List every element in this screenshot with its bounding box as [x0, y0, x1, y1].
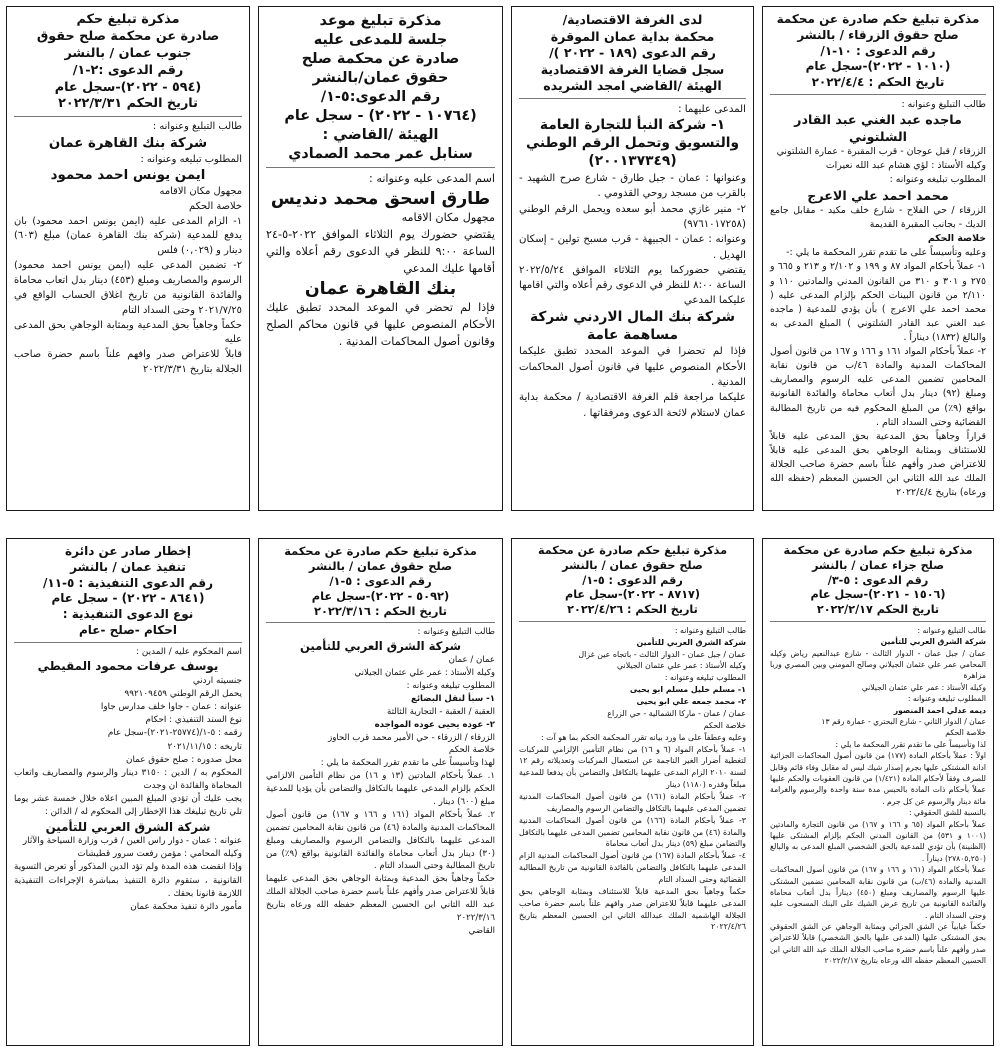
heading-line: صلح حقوق عمان / بالنشر — [562, 558, 703, 572]
notice-heading — [519, 12, 746, 95]
body-paragraph: المطلوب تبليغه وعنوانه : — [889, 174, 986, 186]
heading-line: مذكرة تبليغ حكم صادرة عن محكمة — [537, 544, 728, 557]
body-paragraph: عمان / جبل عمان - الدوار الثالث - باتجاه عين غزال — [578, 649, 746, 659]
body-paragraph: الزرقاء / قبل عوجان - قرب المقبرة - عمارة الشلتوني — [776, 146, 986, 158]
body-paragraph: وكيله الأستاذ : عمر علي عثمان الجيلاني — [861, 682, 986, 692]
body-paragraph: مأمور دائرة تنفيذ محكمة عمان — [130, 902, 242, 913]
body-paragraph: يحمل الرقم الوطني ٩٩٢١٠٩٤٥٩ — [124, 688, 242, 699]
heading-line: مذكرة تبليغ حكم — [76, 12, 180, 27]
body-paragraph: رقمه : ٥-١/(٢٥٧٧٤-٢٠٢١)-سجل عام — [107, 728, 242, 739]
heading-line: رقم الدعوى : ٥-١/ — [582, 573, 683, 587]
heading-line: (٨٧١٧ - ٢٠٢٢)-سجل عام — [565, 588, 700, 602]
body-paragraph: وعنوانها : عمان - جبل طارق - شارع صرح الشهيد - بالقرب من مسجد روحي القدومي . — [519, 173, 746, 200]
body-paragraph: يوسف عرفات محمود المقيطي — [37, 659, 219, 674]
body-paragraph: الزرقاء / الزرقاء - حي الأمير محمد قرب الحاوز — [328, 732, 495, 743]
notice-heading — [14, 544, 242, 639]
body-paragraph: عنوانه : عمان - دوار راس العين / قرب وزارة السياحة والآثار — [22, 836, 242, 847]
body-paragraph: شركة بنك القاهرة عمان — [48, 136, 208, 152]
notice-body — [266, 626, 495, 938]
body-paragraph: اسم المحكوم عليه / المدين : — [136, 646, 242, 657]
body-paragraph: مجهول مكان الاقامه — [401, 211, 495, 225]
heading-line: صلح حقوق عمان / بالنشر — [308, 559, 453, 574]
body-paragraph: فإذا لم تحضرا في الموعد المحدد تطبق عليكما الأحكام المنصوص عليها في قانون أصول المحاكمات المدنية . — [519, 346, 746, 389]
body-paragraph: طالب التبليغ وعنوانه : — [917, 625, 986, 635]
body-paragraph: شركة الشرق العربي للتأمين — [880, 637, 986, 647]
heading-line: رقم الدعوى :٢-١/ — [72, 62, 184, 78]
heading-line: الهيئة /القاضي : — [322, 127, 439, 144]
heading-line: سنابل عمر محمد الصمادي — [288, 146, 473, 163]
body-paragraph: ١- الزام المدعى عليه (ايمن يونس احمد محمود) بان يدفع للمدعية (شركة بنك القاهرة عمان) مبلغ (٦٠٣) دينار و (٠,٠٢٩) فلس — [14, 215, 242, 257]
notice-heading — [14, 12, 242, 113]
body-paragraph: شركة بنك المال الاردني شركة مساهمة عامة — [530, 308, 735, 343]
heading-line: (١٠١٠ - ٢٠٢٢)-سجل عام — [805, 59, 951, 74]
notice-heading — [770, 12, 986, 91]
heading-line: سجل قضايا الغرفة الاقتصادية — [540, 61, 725, 77]
body-paragraph: بنك القاهرة عمان — [304, 278, 457, 299]
heading-line: تاريخ الحكم : ٢٠٢٢/٤/٤ — [811, 75, 945, 90]
heading-line: جلسة للمدعى عليه — [313, 32, 448, 49]
notice-heading — [266, 12, 495, 164]
heading-line: رقم الدعوى:٥-١/ — [320, 89, 441, 106]
body-paragraph: جنسيته اردني — [192, 675, 242, 686]
body-paragraph: ١- سبأ لنقل البضائع — [410, 693, 495, 704]
body-paragraph: المطلوب تبليغه وعنوانه : — [907, 694, 986, 704]
body-paragraph: خلاصة الحكم — [927, 233, 986, 245]
heading-line: رقم الدعوى (١٨٩ - ٢٠٢٢ )/ — [549, 45, 716, 61]
body-paragraph: ماجده عبد الغني عبد القادر الشلتوني — [794, 112, 962, 144]
heading-line: رقم الدعوى : ٥-١/ — [329, 574, 432, 589]
body-paragraph: وإذا انقضت هذه المدة ولم تؤد الدين المذكور أو تعرض التسوية القانونية ، ستقوم دائرة التنفيذ بمباشرة الإجراءات التنفيذية اللازمة قانونا بحقك . — [14, 862, 242, 899]
body-paragraph: المطلوب تبليغه وعنوانه : — [140, 153, 242, 165]
body-paragraph: المطلوب تبليغه وعنوانه : — [664, 673, 746, 683]
notice-heading — [770, 544, 986, 618]
heading-line: (٨٦٤١ - ٢٠٢٢) - سجل عام — [51, 591, 205, 606]
body-paragraph: ٢- عملاً بأحكام المادة (١٦١) من قانون أصول المحاكمات المدنية تضمين المدعى عليهما بالتكافل والتضامن الرسوم والمصاريف — [519, 791, 746, 813]
notice-south-amman-judgment — [6, 6, 250, 511]
body-paragraph: ٤- عملاً بأحكام المادة (١٦٧) من قانون أصول المحاكمات المدنية الزام المدعى عليهما بالتكافل والتضامن بالفائدة القانونية من تاريخ المطالبة القضائية وحتى السداد التام — [519, 851, 746, 884]
body-paragraph: طارق اسحق محمد دنديس — [270, 188, 491, 209]
notice-economic-chamber-hearing — [511, 6, 754, 511]
heading-line: صلح حقوق الزرقاء / بالنشر — [797, 27, 959, 42]
notice-body — [770, 625, 986, 967]
body-paragraph: العقبة / العقبة - التجارية الثالثة — [386, 706, 495, 717]
body-paragraph: المطلوب تبليغه وعنوانه : — [406, 680, 495, 691]
body-paragraph: محل صدوره : صلح حقوق عمان — [126, 754, 242, 765]
body-paragraph: يجب عليك أن تؤدي المبلغ المبين اعلاه خلال خمسة عشر يوما تلي تاريخ تبليغك هذا الإخطار إلى المحكوم له / الدائن : — [14, 794, 242, 818]
body-paragraph: بالنسبة للشق الحقوقي : — [909, 808, 986, 818]
body-paragraph: ديمه عدلي احمد المنصور — [893, 705, 986, 715]
notice-heading — [519, 544, 746, 618]
body-paragraph: حكماً وجاهياً بحق المدعية وبمثابة الوجاهي بحق المدعى عليهما قابلاً للاعتراض صدر وأفهم علناً باسم حضرة صاحب الجلالة الملك عبد الله الثاني ابن الحسين المعظم حفظه الله ورعاه بتاريخ ٢٠٢٢/٣/١٦ — [266, 874, 495, 924]
body-paragraph: عليكما مراجعة قلم الغرفة الاقتصادية / محكمة بداية عمان لاستلام لائحة الدعوى ومرفقاتها . — [519, 392, 746, 419]
heading-line: (١٥٠٦ - ٢٠٢١)-سجل عام — [810, 588, 946, 602]
body-paragraph: عمان / الدوار الثاني - شارع البحتري - عمارة رقم ١٣ — [821, 717, 986, 727]
heading-line: رقم الدعوى التنفيذية : ٥-١١/ — [43, 575, 213, 590]
body-paragraph: الزرقاء / حي الفلاح - شارع خلف مكيد - مقابل جامع الديك - بجانب المقبرة القديمة — [770, 205, 986, 231]
body-paragraph: وعنوانه : عمان - الجبيهة - قرب مسبح تولين - إسكان الهديل . — [519, 234, 746, 261]
heading-line: جنوب عمان / بالنشر — [64, 45, 192, 61]
body-paragraph: عمان / جبل عمان - الدوار الثالث - شارع عبدالنعيم رياض وكيله المحامي عمر علي عثمان الجيلاني وصالح المومني وبين المصري وربا مزاهرة — [770, 648, 986, 681]
heading-line: تاريخ الحكم ٢٠٢٢/٢/١٧ — [816, 603, 940, 617]
heading-line: احكام -صلح -عام — [79, 623, 177, 638]
body-paragraph: طالب التبليغ وعنوانه : — [152, 121, 242, 133]
body-paragraph: وعليه وتأسيساً على ما تقدم تقرر المحكمة ما يلي :- — [786, 247, 986, 259]
heading-line: الهيئة /القاضي امجد الشريده — [543, 78, 722, 94]
body-paragraph: عملاً بأحكام المواد (١٦١ و ١٦٦ و ١٦٧) من قانون أصول المحاكمات المدنية والمادة (٤٦/ب) من قانون نقابة المحامين تضمين المشتكى عليها الرسوم والمصاريف ومبلغ (٤٥٠) ديناراً بدل أتعاب محاماة والفائدة القانونية من تاريخ عرض الشيك على البنك المسحوب عليه وحتى السداد التام . — [770, 865, 986, 920]
heading-line: رقم الدعوى : ٥-٣/ — [827, 573, 929, 587]
body-paragraph: يقتضي حضوركما يوم الثلاثاء الموافق ٢٠٢٢/٥/٢٤ الساعة ٨:٠٠ للنظر في الدعوى رقم أعلاه والتي اقامها عليكما المدعي — [519, 264, 747, 307]
body-paragraph: لهذا وتأسيساً على ما تقدم تقرر المحكمة ما يلي : — [320, 758, 495, 769]
body-paragraph: قراراً وجاهياً بحق المدعية بحق المدعى عليه قابلاً للاستئناف وبمثابة الوجاهي بحق المدعى عليه قابلاً للاعتراض صدر وأفهم علناً باسم حضرة صاحب الجلالة الملك عبد الله الثاني ابن الحسين المعظم (حفظه الله ورعاه) بتاريخ ٢٠٢٢/٤/٤ — [770, 430, 986, 499]
notice-criminal-judgment — [762, 538, 994, 1046]
body-paragraph: عملاً بأحكام المواد (٦٥ و ١٦٦ و ١٦٧) من قانون التجارة والمادتين (١٠٠١ و ٥٣١) من القانون المدني الحكم بإلزام المشتكى عليها (الظنينة) بأن تؤدي للمدعية بالحق الشخصي المبلغ المدعى به والبالغ (٢٧٨٠٥,٢٥٠) ديناراً . — [770, 819, 987, 863]
notice-insurance-judgment-5092 — [258, 538, 503, 1046]
body-paragraph: وكيله المحامي : مؤمن رفعت سرور قطيشات — [77, 849, 242, 860]
notice-body — [266, 171, 495, 351]
body-paragraph: محمد احمد علي الاعرج — [807, 187, 949, 203]
body-paragraph: وكيله الأستاذ : عمر علي عثمان الجيلاني — [354, 668, 495, 679]
notice-hearing-appointment — [258, 6, 503, 511]
body-paragraph: ٢. عملاً بأحكام المواد (١٦١ و ١٦٦ و ١٦٧) من قانون أصول المحاكمات المدنية والمادة (٤٦) من قانون نقابة المحامين تضمين المدعى عليهما بالتكافل والتضامن الرسوم والمصاريف ومبلغ (٣٠) دينار بدل أتعاب محاماة والفائدة القانونية بواقع (٩٪) من تاريخ المطالبة وحتى السداد التام . — [266, 809, 496, 872]
body-paragraph: ٢- عوده يحيى عوده المواجده — [374, 719, 495, 730]
body-paragraph: فإذا لم تحضر في الموعد المحدد تطبق عليك الأحكام المنصوص عليها في قانون محاكم الصلح وقانون أصول المحاكمات المدنية . — [266, 301, 495, 348]
body-paragraph: ١- مسلم خليل مسلم ابو يحيى — [629, 685, 746, 695]
body-paragraph: خلاصة الحكم — [703, 720, 746, 730]
heading-line: تاريخ الحكم ٢٠٢٢/٣/٣١ — [58, 96, 198, 112]
body-paragraph: ١- عملاً بأحكام المواد ٨٧ و ١٩٩ و ٢/١٠٢ و ٢١٣ و ٦٦٥ و ٢٧٥ و ٣٠١ و ٣١٠ من القانون المدني والمادتين ١١٠ و ٢/١١٠ من قانون البينات الحكم بإلزام المدعى عليه ( محمد احمد علي الاعرج ) بأن يؤدي للمدعية ( ماجده عبد الغني عبد القادر الشلتوني ) المبلغ المدعى به والبالغ (١٨٣٢) ديناراً . — [770, 261, 986, 344]
body-paragraph: طالب التبليغ وعنوانه : — [417, 627, 495, 638]
heading-line: (٥٠٩٢ - ٢٠٢٢)-سجل عام — [311, 589, 450, 604]
body-paragraph: عمان / عمان - ماركا الشمالية - حي الزراع — [607, 708, 746, 718]
body-paragraph: حكماً وجاهياً بحق المدعية وبمثابة الوجاهي بحق المدعى عليه — [14, 319, 242, 346]
heading-line: مذكرة تبليغ حكم صادرة عن محكمة — [284, 544, 477, 558]
body-paragraph: وكيله الأستاذ : عمر علي عثمان الجيلاني — [616, 661, 746, 671]
body-paragraph: عنوانه : عمان - جاوا خلف مدارس جاوا — [100, 701, 242, 712]
body-paragraph: شركة الشرق العربي للتأمين — [299, 639, 462, 654]
body-paragraph: خلاصة الحكم — [189, 200, 242, 212]
notice-execution-warning — [6, 538, 250, 1046]
body-paragraph: طالب التبليغ وعنوانه : — [674, 625, 746, 635]
heading-line: رقم الدعوى : ١٠-١/ — [820, 43, 936, 58]
body-paragraph: مجهول مكان الاقامه — [159, 185, 242, 197]
notice-insurance-judgment-8717 — [511, 538, 754, 1046]
heading-line: صادرة عن محكمة صلح — [301, 51, 460, 68]
body-paragraph: نوع السند التنفيذي : احكام — [145, 715, 242, 726]
body-paragraph: ٢- منير غازي محمد أبو سعده ويحمل الرقم الوطني (٩٧٦١٠١٧٢٥٨) — [519, 203, 746, 230]
notice-body — [519, 102, 746, 421]
body-paragraph: ايمن يونس احمد محمود — [50, 168, 206, 184]
body-paragraph: شركة الشرق العربي للتأمين — [636, 637, 746, 647]
body-paragraph: خلاصة الحكم — [945, 728, 986, 738]
body-paragraph: ١- شركة النبأ للتجارة العامة والتسويق وتحمل الرقم الوطني (٢٠٠١٣٧٣٤٩) — [525, 117, 740, 170]
heading-line: نوع الدعوى التنفيذية : — [62, 607, 194, 622]
body-paragraph: يقتضي حضورك يوم الثلاثاء الموافق ٢٠٢٢-٥-٢٤ الساعة ٩:٠٠ للنظر في الدعوى رقم أعلاه والتي أقامها عليك المدعي — [266, 228, 495, 275]
notice-heading — [266, 544, 495, 619]
heading-line: مذكرة تبليغ موعد — [319, 13, 442, 29]
body-paragraph: ٣- عملاً بأحكام المادة (١٦٦) من قانون أصول المحاكمات المدنية والمادة (٤٦) من قانون نقابة المحامين تضمين المدعى عليهما بالتكافل والتضامن مبلغ (٥٩) دينار بدل أتعاب محاماة — [519, 815, 746, 849]
notice-zarqa-judgment — [762, 6, 994, 511]
body-paragraph: وكيله الأستاذ : لؤي هشام عبد الله نعيرات — [825, 160, 986, 172]
notice-body — [519, 625, 746, 933]
body-paragraph: حكماً وجاهياً بحق المدعية قابلاً للاستئناف وبمثابة الوجاهي بحق المدعى عليهما قابلاً للاعتراض صدر وافهم علناً باسم حضرة صاحب الجلالة الهاشمية الملك عبدالله الثاني ابن الحسين المعظم بتاريخ ٢٠٢٢/٤/٢٦ — [519, 886, 746, 932]
body-paragraph: طالب التبليغ وعنوانه : — [901, 99, 986, 111]
heading-line: مذكرة تبليغ حكم صادرة عن محكمة — [776, 12, 980, 26]
heading-line: لدى الغرفة الاقتصادية/ — [562, 12, 703, 27]
notice-body — [14, 120, 242, 378]
heading-line: تاريخ الحكم : ٢٠٢٢/٣/١٦ — [314, 604, 447, 619]
heading-line: صلح جزاء عمان / بالنشر — [811, 558, 945, 572]
body-paragraph: المحكوم به / الدين : ٣١٥٠ دينار والرسوم والمصاريف واتعاب المحاماة والفائدة ان وجدت — [14, 767, 242, 792]
body-paragraph: المدعى عليهما : — [678, 104, 746, 116]
heading-line: (١٠٧٦٤ - ٢٠٢٢) - سجل عام — [284, 108, 477, 125]
heading-line: مذكرة تبليغ حكم صادرة عن محكمة — [783, 544, 973, 557]
body-paragraph: ١- عملاً بأحكام المواد (٦ و ١٦) من نظام التأمين الإلزامي للمركبات لتغطية أضرار الغير الناجمة عن استعمال المركبات وتعديلاته رقم ١٢ لسنة ٢٠١٠ الزام المدعى عليهما بالتكافل والتضامن بأن يدفعا للمدعية مبلغاً وقدره (١١٨٠) دينار — [519, 744, 747, 790]
heading-line: تاريخ الحكم : ٢٠٢٢/٤/٢٦ — [567, 603, 698, 617]
body-paragraph: ١. عملاً بأحكام المادتين (١٣ و ١٦) من نظام التأمين الالزامي الحكم بإلزام المدعى عليهما بالتكافل والتضامن بأن يؤديا للمدعية مبلغ (٦٠٠) دينار . — [266, 771, 495, 807]
notice-body — [770, 98, 986, 500]
heading-line: إخطار صادر عن دائرة — [65, 544, 191, 558]
body-paragraph: شركة الشرق العربي للتأمين — [45, 819, 211, 834]
heading-line: صادرة عن محكمة صلح حقوق — [36, 28, 220, 44]
body-paragraph: لذا وتأسيساً على ما تقدم تقرر المحكمة ما يلي : — [835, 739, 986, 749]
body-paragraph: خلاصة الحكم — [448, 745, 495, 756]
heading-line: (٥٩٤ - ٢٠٢٢)-سجل عام — [54, 79, 202, 95]
body-paragraph: ٢- محمد جمعه علي ابو يحيى — [636, 697, 746, 707]
heading-line: حقوق عمان/بالنشر — [312, 70, 449, 87]
heading-line: تنفيذ عمان / بالنشر — [70, 559, 186, 574]
body-paragraph: حكماً غيابياً عن الشق الجزائي وبمثابة الوجاهي عن الشق الحقوقي بحق المشتكى عليها (المدعى عليها بالحق الشخصي) قابلاً للاعتراض صدر وأفهم علناً باسم حضرة صاحب الجلالة الملك عبد الله الثاني ابن الحسين المعظم حفظه الله ورعاه بتاريخ ٢٠٢٢/٢/١٧ — [770, 922, 986, 966]
body-paragraph: القاضي — [468, 925, 495, 936]
body-paragraph: اولاً : عملاً بأحكام المادة (١٧٧) من قانون أصول المحاكمات الجزائية ادانة المشتكى عليها بجرم إصدار شيك ليس له مقابل وفاء قائم وقابل للصرف وفقاً لأحكام المادة (١/٤٢١) من قانون العقوبات والحكم عليها عملاً بأحكام ذات المادة بالحبس مدة سنة واحدة والرسوم والغرامة مائة دينار والرسوم عن كل جرم . — [770, 751, 986, 806]
body-paragraph: وعليه وعطفاً على ما ورد بيانه تقرر المحكمة الحكم بما هو آت : — [540, 732, 746, 742]
body-paragraph: عمان / عمان — [448, 655, 495, 666]
notice-body — [14, 646, 242, 914]
body-paragraph: ٢- تضمين المدعى عليه (ايمن يونس احمد محمود) الرسوم والمصاريف ومبلغ (٤٥٣) دينار بدل اتعاب محاماة والفائدة القانونية من تاريخ اغلاق الحساب الواقع في ٢٠٢١/٧/٢٥ وحتى السداد التام — [14, 260, 242, 316]
heading-line: محكمة بداية عمان الموقرة — [550, 28, 715, 44]
body-paragraph: اسم المدعى عليه وعنوانه : — [369, 172, 495, 186]
body-paragraph: ٢- عملاً بأحكام المواد ١٦١ و ١٦٦ و ١٦٧ من قانون أصول المحاكمات المدنية والمادة ٤٦/ب من قانون نقابة المحامين تضمين المدعى عليه الرسوم والمصاريف ومبلغ (٩٢) دينار بدل أتعاب محاماة والفائدة القانونية بواقع (٩٪) من المبلغ المحكوم فيه من تاريخ المطالبة القضائية وحتى السداد التام . — [770, 346, 987, 428]
body-paragraph: تاريخه : ٢٠٢١/١١/١٥ — [167, 741, 242, 752]
body-paragraph: قابلاً للاعتراض صدر وافهم علناً باسم حضرة صاحب الجلالة بتاريخ ٢٠٢٢/٣/٣١ — [14, 349, 242, 376]
